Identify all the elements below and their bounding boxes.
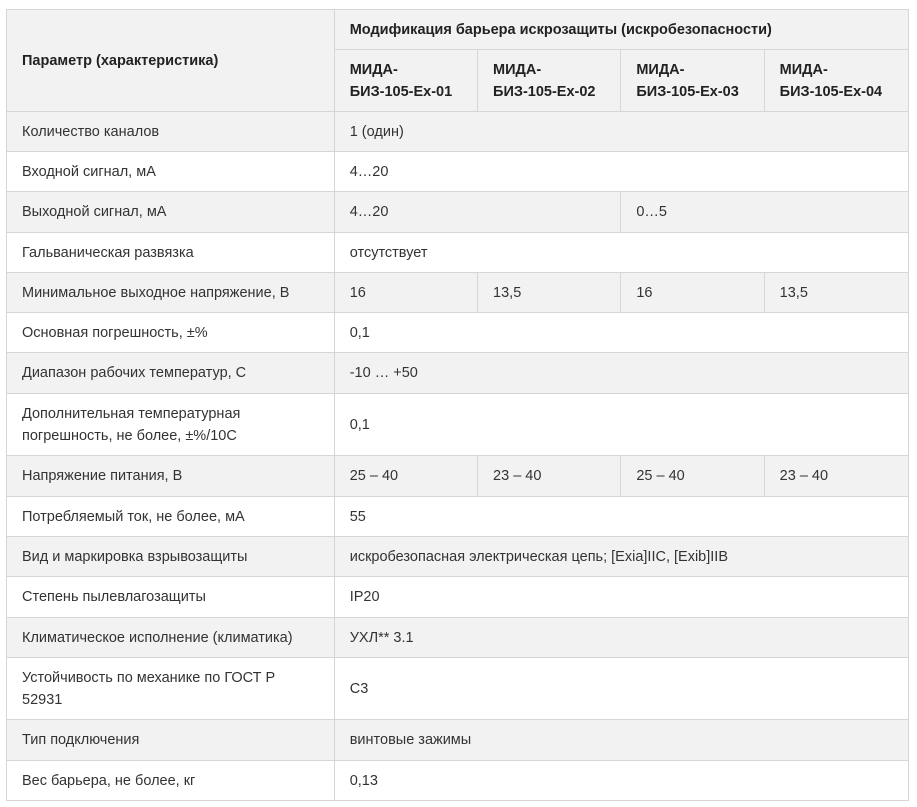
- param-min-output-voltage: Минимальное выходное напряжение, В: [7, 273, 335, 313]
- param-current-consumption: Потребляемый ток, не более, мА: [7, 497, 335, 537]
- value-supply-voltage-03: 25 – 40: [621, 456, 764, 497]
- param-ingress-protection: Степень пылевлагозащиты: [7, 577, 335, 618]
- value-connection-type: винтовые зажимы: [334, 720, 908, 761]
- param-temperature-range: Диапазон рабочих температур, С: [7, 353, 335, 394]
- value-supply-voltage-01: 25 – 40: [334, 456, 477, 497]
- value-output-signal-03-04: 0…5: [621, 192, 909, 233]
- header-model-04: МИДА- БИЗ-105-Ex-04: [764, 50, 908, 112]
- param-input-signal: Входной сигнал, мА: [7, 152, 335, 192]
- param-galvanic-isolation: Гальваническая развязка: [7, 233, 335, 273]
- param-connection-type: Тип подключения: [7, 720, 335, 761]
- value-current-consumption: 55: [334, 497, 908, 537]
- value-mechanical-resistance: С3: [334, 658, 908, 720]
- value-basic-error: 0,1: [334, 313, 908, 353]
- value-output-signal-01-02: 4…20: [334, 192, 621, 233]
- value-min-output-voltage-03: 16: [621, 273, 764, 313]
- value-galvanic-isolation: отсутствует: [334, 233, 908, 273]
- value-input-signal: 4…20: [334, 152, 908, 192]
- value-min-output-voltage-01: 16: [334, 273, 477, 313]
- param-mechanical-resistance: Устойчивость по механике по ГОСТ Р 52931: [7, 658, 335, 720]
- value-temperature-error: 0,1: [334, 394, 908, 456]
- header-modification-group: Модификация барьера искрозащиты (искробезопасности): [334, 10, 908, 50]
- param-channels: Количество каналов: [7, 112, 335, 152]
- header-parameter: Параметр (характеристика): [7, 10, 335, 112]
- value-explosion-protection: искробезопасная электрическая цепь; [Exia]IIC, [Exib]IIB: [334, 537, 908, 577]
- value-min-output-voltage-04: 13,5: [764, 273, 908, 313]
- param-supply-voltage: Напряжение питания, В: [7, 456, 335, 497]
- specs-table: [6, 9, 909, 801]
- param-weight: Вес барьера, не более, кг: [7, 761, 335, 801]
- header-model-01: МИДА- БИЗ-105-Ex-01: [334, 50, 477, 112]
- param-basic-error: Основная погрешность, ±%: [7, 313, 335, 353]
- value-channels: 1 (один): [334, 112, 908, 152]
- value-weight: 0,13: [334, 761, 908, 801]
- param-explosion-protection: Вид и маркировка взрывозащиты: [7, 537, 335, 577]
- header-model-03: МИДА- БИЗ-105-Ex-03: [621, 50, 764, 112]
- header-model-02: МИДА- БИЗ-105-Ex-02: [478, 50, 621, 112]
- value-supply-voltage-04: 23 – 40: [764, 456, 908, 497]
- param-output-signal: Выходной сигнал, мА: [7, 192, 335, 233]
- value-ingress-protection: IP20: [334, 577, 908, 618]
- value-supply-voltage-02: 23 – 40: [478, 456, 621, 497]
- value-climatic-version: УХЛ** 3.1: [334, 618, 908, 658]
- param-temperature-error: Дополнительная температурная погрешность, не более, ±%/10С: [7, 394, 335, 456]
- value-temperature-range: -10 … +50: [334, 353, 908, 394]
- param-climatic-version: Климатическое исполнение (климатика): [7, 618, 335, 658]
- value-min-output-voltage-02: 13,5: [478, 273, 621, 313]
